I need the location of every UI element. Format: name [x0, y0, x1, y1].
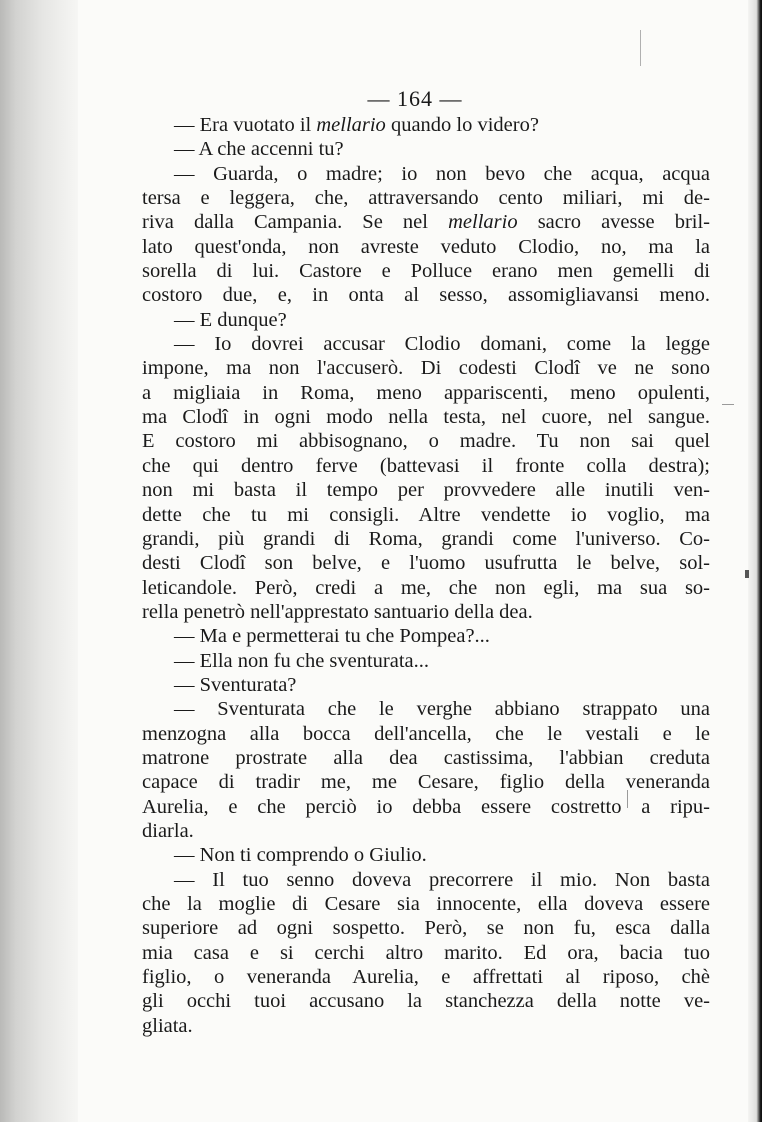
text-segment: che qui dentro ferve (battevasi il fronte colla destra);: [142, 454, 710, 477]
text-line: [142, 843, 710, 867]
text-line: [142, 746, 710, 770]
text-segment: — Sventurata che le verghe abbiano strappato una: [174, 698, 710, 721]
scan-speck: [722, 404, 734, 405]
text-segment: leticandole. Però, credi a me, che non egli, ma sua so-: [142, 576, 710, 599]
text-segment: figlio, o veneranda Aurelia, e affrettati al riposo, chè: [142, 966, 710, 989]
text-segment: mia casa e si cerchi altro marito. Ed ora, bacia tuo: [142, 941, 710, 964]
text-line: [142, 210, 710, 234]
text-segment: superiore ad ogni sospetto. Però, se non fu, esca dalla: [142, 917, 710, 940]
text-segment: gli occhi tuoi accusano la stanchezza della notte ve-: [142, 990, 710, 1013]
text-segment: — A che accenni tu?: [174, 138, 344, 161]
text-segment: — Era vuotato il: [174, 114, 317, 136]
text-line: [142, 965, 710, 989]
text-segment: menzogna alla bocca dell'ancella, che le vestali e le: [142, 722, 710, 745]
text-line: [142, 624, 710, 648]
text-segment: a migliaia in Roma, meno appariscenti, meno opulenti,: [142, 381, 710, 404]
text-line: [142, 819, 710, 843]
text-segment: E costoro mi abbisognano, o madre. Tu non sai quel: [142, 430, 710, 453]
scan-speck: [640, 30, 641, 66]
text-segment: — Non ti comprendo o Giulio.: [174, 844, 427, 867]
text-segment: matrone prostrate alla dea castissima, l'abbian creduta: [142, 746, 710, 769]
text-line: [142, 989, 710, 1013]
text-line: [142, 551, 710, 575]
text-line: [142, 478, 710, 502]
text-segment: non mi basta il tempo per provvedere alle inutili ven-: [142, 479, 710, 502]
text-segment: diarla.: [142, 819, 194, 842]
text-segment: rella penetrò nell'apprestato santuario della dea.: [142, 600, 533, 623]
text-segment: grandi, più grandi di Roma, grandi come l'universo. Co-: [142, 527, 710, 550]
text-line: [142, 162, 710, 186]
text-line: [142, 137, 710, 161]
text-segment: sacro avesse bril-: [517, 211, 710, 234]
text-segment: ma Clodî in ogni modo nella testa, nel cuore, nel sangue.: [142, 406, 710, 429]
text-segment: — Io dovrei accusar Clodio domani, come la legge: [174, 333, 710, 356]
text-segment: tersa e leggera, che, attraversando cento miliari, mi de-: [142, 187, 710, 210]
text-segment: — Ma e permetterai tu che Pompea?...: [174, 625, 490, 648]
text-segment: — E dunque?: [174, 308, 287, 331]
text-line: [142, 308, 710, 332]
text-line: [142, 576, 710, 600]
text-line: [142, 649, 710, 673]
text-line: [142, 795, 710, 819]
text-line: [142, 892, 710, 916]
italic-word: mellario: [316, 114, 386, 136]
text-segment: — Guarda, o madre; io non bevo che acqua, acqua: [174, 162, 710, 185]
text-segment: sorella di lui. Castore e Polluce erano men gemelli di: [142, 260, 710, 283]
text-line: [142, 527, 710, 551]
text-line: [142, 600, 710, 624]
text-segment: che la moglie di Cesare sia innocente, ella doveva essere: [142, 893, 710, 915]
text-segment: — Il tuo senno doveva precorrere il mio. Non basta: [174, 868, 710, 891]
text-line: [142, 941, 710, 965]
text-line: [142, 113, 710, 137]
text-segment: — Sventurata?: [174, 673, 297, 696]
text-segment: Aurelia, e che perciò io debba essere costretto a ripu-: [142, 795, 710, 818]
text-line: [142, 356, 710, 380]
text-segment: costoro due, e, in onta al sesso, assomigliavansi meno.: [142, 284, 710, 307]
text-line: [142, 259, 710, 283]
body-text: [142, 113, 710, 1038]
text-line: [142, 429, 710, 453]
book-gutter-shadow: [0, 0, 78, 1122]
text-line: [142, 186, 710, 210]
text-segment: desti Clodî son belve, e l'uomo usufrutta le belve, sol-: [142, 552, 710, 575]
text-line: [142, 697, 710, 721]
text-line: [142, 283, 710, 307]
text-segment: — Ella non fu che sventurata...: [174, 649, 430, 672]
text-line: [142, 770, 710, 794]
text-segment: riva dalla Campania. Se nel: [142, 211, 449, 234]
text-line: [142, 235, 710, 259]
text-segment: dette che tu mi consigli. Altre vendette io voglio, ma: [142, 503, 710, 526]
text-segment: impone, ma non l'accuserò. Di codesti Clodî ve ne sono: [142, 357, 710, 380]
text-line: [142, 916, 710, 940]
text-segment: capace di tradir me, me Cesare, figlio della veneranda: [142, 771, 710, 794]
text-line: [142, 405, 710, 429]
text-line: [142, 868, 710, 892]
text-line: [142, 722, 710, 746]
text-line: [142, 503, 710, 527]
text-segment: gliata.: [142, 1014, 193, 1037]
text-segment: quando lo videro?: [385, 114, 539, 136]
text-segment: lato quest'onda, non avreste veduto Clodio, no, ma la: [142, 235, 710, 258]
page-right-edge: [748, 0, 762, 1122]
page-number: — 164 —: [367, 86, 463, 111]
text-line: [142, 332, 710, 356]
text-line: [142, 454, 710, 478]
text-line: [142, 673, 710, 697]
text-line: [142, 1014, 710, 1038]
scan-speck: [745, 570, 749, 578]
italic-word: mellario: [448, 211, 518, 234]
text-line: [142, 381, 710, 405]
